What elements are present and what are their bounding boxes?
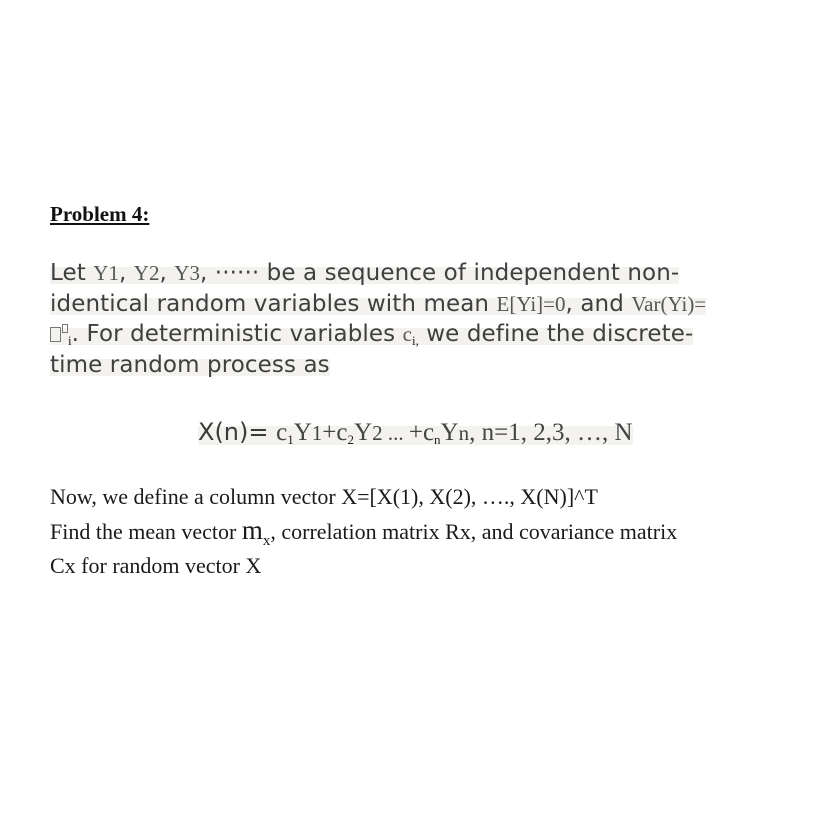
- statement-text: , and: [565, 290, 632, 317]
- math-mean: E[Yi]=0: [496, 291, 566, 316]
- coef-cn: c: [422, 419, 435, 446]
- statement-line-4: [50, 350, 790, 381]
- statement-text: ,: [199, 260, 215, 286]
- math-subscript-i: i: [68, 333, 72, 348]
- plus-sign: +: [322, 419, 337, 446]
- math-variance: Var(Yi)=: [631, 291, 707, 316]
- statement-text: ,: [118, 260, 134, 286]
- math-y1: Y1: [93, 261, 119, 285]
- coef-sub: 1: [287, 432, 294, 447]
- statement-text: time random process as: [50, 351, 330, 378]
- math-subscript-x: x: [262, 533, 271, 549]
- followup-line-1: Now, we define a column vector X=[X(1), X(2), …., X(N)]^T: [50, 484, 598, 509]
- problem-heading: Problem 4:: [50, 202, 150, 226]
- coef-sub: n: [434, 432, 441, 447]
- followup-line-2: [50, 513, 810, 547]
- followup-text: , correlation matrix Rx, and covariance matrix: [270, 519, 678, 544]
- followup-text: [50, 481, 810, 585]
- statement-line-2: [50, 289, 790, 320]
- missing-glyph-icon: [50, 327, 61, 342]
- math-c: c: [402, 322, 412, 346]
- statement-line-1: [50, 258, 790, 289]
- math-m: m: [241, 515, 263, 545]
- statement-text: be a sequence of independent non-: [259, 260, 680, 286]
- formula-lhs: X(n)=: [198, 418, 277, 446]
- missing-glyph-icon: [62, 324, 68, 333]
- statement-text: ,: [159, 260, 175, 286]
- statement-text: we define the discrete-: [418, 321, 694, 347]
- statement-text: identical random variables with mean: [50, 290, 497, 317]
- math-subscript-i: i,: [411, 333, 419, 348]
- var-index: 2: [372, 421, 383, 445]
- followup-text: Find the mean vector: [50, 519, 242, 544]
- math-y3: Y3: [174, 261, 200, 285]
- var-index: 1: [311, 421, 323, 445]
- coef-sub: 2: [347, 432, 355, 447]
- problem-statement: [50, 258, 790, 380]
- ellipsis: ...: [382, 421, 409, 445]
- var-y2: Y: [354, 419, 373, 446]
- coef-c1: c: [276, 419, 288, 446]
- statement-line-3: [50, 319, 790, 350]
- dots: ······: [214, 260, 260, 286]
- plus-sign: +: [408, 419, 423, 446]
- formula-tail: , n=1, 2,3, …, N: [469, 419, 633, 446]
- math-y2: Y2: [133, 261, 160, 285]
- process-formula: [198, 414, 633, 450]
- var-y1: Y: [293, 419, 312, 446]
- statement-text: . For deterministic variables: [71, 321, 403, 347]
- statement-text: Let: [50, 260, 94, 286]
- var-index: n: [458, 421, 470, 445]
- var-yn: Y: [440, 419, 459, 446]
- followup-line-3: Cx for random vector X: [50, 553, 262, 578]
- coef-c2: c: [336, 419, 348, 446]
